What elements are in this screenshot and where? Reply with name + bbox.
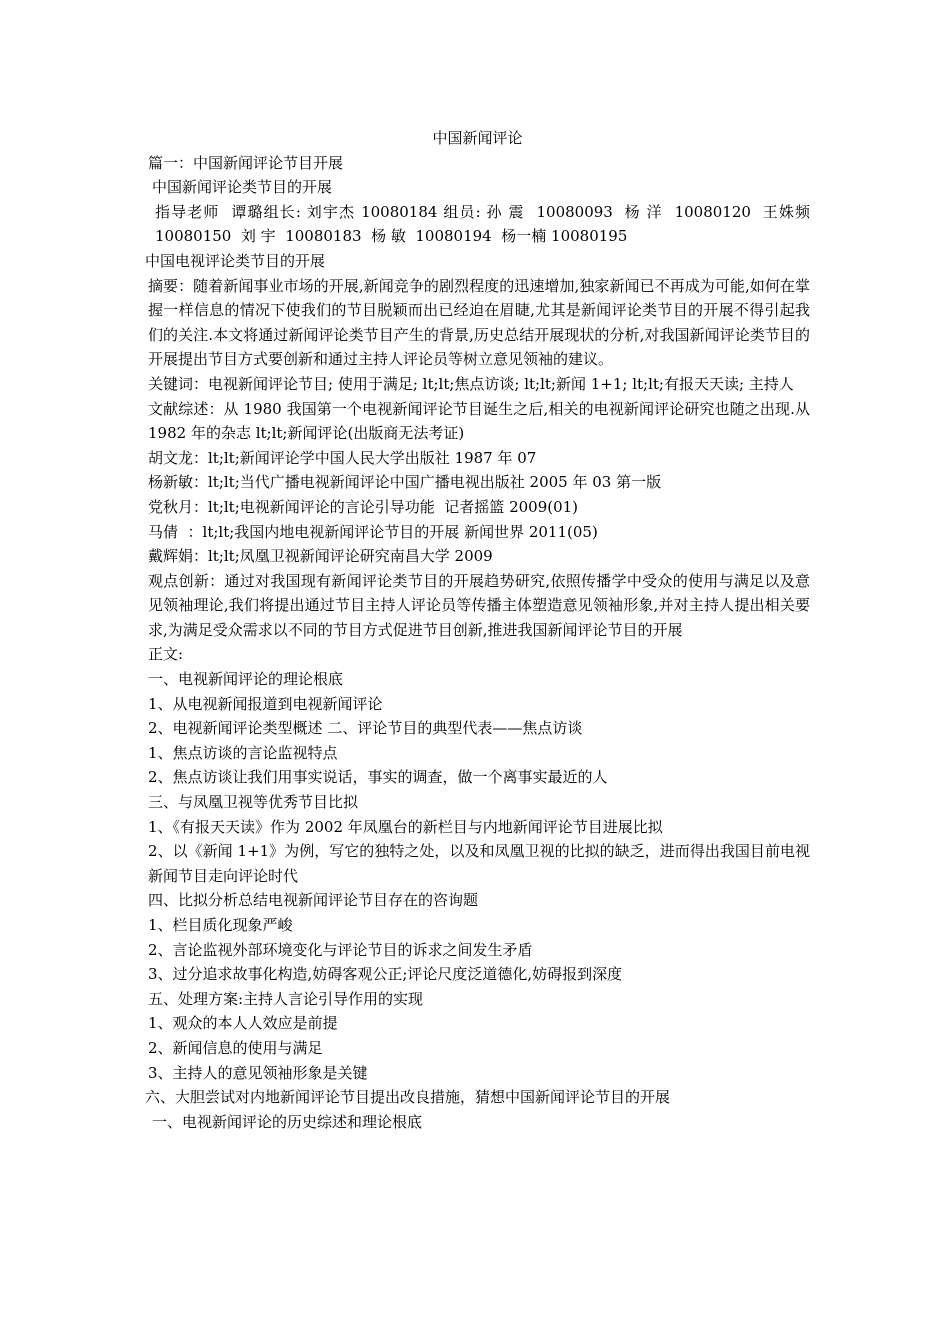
paragraph: 六、大胆尝试对内地新闻评论节目提出改良措施，猜想中国新闻评论节目的开展: [145, 1088, 671, 1107]
paragraph: 2、电视新闻评论类型概述 二、评论节目的典型代表——焦点访谈: [148, 719, 583, 738]
paragraph: 3、过分追求故事化构造,妨碍客观公正;评论尺度泛道德化,妨碍报到深度: [148, 965, 623, 984]
paragraph: 文献综述：从 1980 我国第一个电视新闻评论节目诞生之后,相关的电视新闻评论研究也随之出现.从 1982 年的杂志 lt;lt;新闻评论(出版商无法考证): [148, 399, 815, 443]
document-body: [145, 126, 815, 1134]
paragraph: 摘要：随着新闻事业市场的开展,新闻竞争的剧烈程度的迅速增加,独家新闻已不再成为可能,如何在掌握一样信息的情况下使我们的节目脱颖而出已经迫在眉睫,尤其是新闻评论类节目的开展不得引起我们的关注.本文将通过新闻评论类节目产生的背景,历史总结开展现状的分析,对我国新闻评论类节目的开展提出节目方式要创新和通过主持人评论员等树立意见领袖的建议。: [148, 276, 810, 369]
paragraph: 一、电视新闻评论的历史综述和理论根底: [152, 1112, 423, 1131]
paragraph: 正文:: [148, 645, 184, 664]
paragraph: 指导老师 谭璐组长: 刘宇杰 10080184 组员: 孙 震 10080093 杨 洋 10080120 王姝频 10080150 刘 宇 10080183 杨 敏 10080194 杨一楠 10080195: [155, 202, 815, 246]
paragraph: 五、处理方案:主持人言论引导作用的实现: [148, 989, 424, 1008]
paragraph: 2、以《新闻 1+1》为例，写它的独特之处，以及和凤凰卫视的比拟的缺乏，进而得出我国目前电视新闻节目走向评论时代: [148, 842, 810, 885]
paragraph: 戴辉娟：lt;lt;凤凰卫视新闻评论研究南昌大学 2009: [148, 547, 493, 566]
paragraph: 2、焦点访谈让我们用事实说话，事实的调查，做一个离事实最近的人: [148, 768, 608, 787]
paragraph: 3、主持人的意见领袖形象是关键: [148, 1063, 368, 1082]
paragraph: 三、与凤凰卫视等优秀节目比拟: [148, 793, 359, 812]
paragraph: 1、《有报天天读》作为 2002 年凤凰台的新栏目与内地新闻评论节目进展比拟: [148, 817, 663, 836]
paragraph: 中国电视评论类节目的开展: [145, 251, 326, 270]
paragraph: 1、从电视新闻报道到电视新闻评论: [148, 694, 383, 713]
document-title: 中国新闻评论: [432, 129, 523, 147]
paragraph: 2、新闻信息的使用与满足: [148, 1038, 323, 1057]
paragraph: 杨新敏：lt;lt;当代广播电视新闻评论中国广播电视出版社 2005 年 03 第一版: [148, 473, 662, 492]
paragraph: 1、栏目质化现象严峻: [148, 916, 293, 934]
paragraph: 马倩 ：lt;lt;我国内地电视新闻评论节目的开展 新闻世界 2011(05): [148, 522, 598, 541]
paragraph: 2、言论监视外部环境变化与评论节目的诉求之间发生矛盾: [148, 940, 533, 959]
paragraph: 一、电视新闻评论的理论根底: [148, 670, 344, 689]
paragraph: 中国新闻评论类节目的开展: [152, 178, 333, 197]
paragraph: 1、观众的本人人效应是前提: [148, 1014, 338, 1033]
paragraph: 篇一：中国新闻评论节目开展: [148, 153, 344, 172]
paragraph-list: [145, 151, 815, 1135]
paragraph: 1、焦点访谈的言论监视特点: [148, 743, 338, 762]
paragraph: 党秋月：lt;lt;电视新闻评论的言论引导功能 记者摇篮 2009(01): [148, 497, 579, 516]
paragraph: 关键词：电视新闻评论节目; 使用于满足; lt;lt;焦点访谈; lt;lt;新闻 1+1; lt;lt;有报天天读; 主持人: [148, 374, 794, 393]
paragraph: 胡文龙：lt;lt;新闻评论学中国人民大学出版社 1987 年 07: [148, 448, 537, 467]
paragraph: 四、比拟分析总结电视新闻评论节目存在的咨询题: [148, 891, 479, 910]
paragraph: 观点创新：通过对我国现有新闻评论类节目的开展趋势研究,依照传播学中受众的使用与满足以及意见领袖理论,我们将提出通过节目主持人评论员等传播主体塑造意见领袖形象,并对主持人提出相关要求,为满足受众需求以不同的节目方式促进节目创新,推进我国新闻评论节目的开展: [148, 571, 810, 639]
